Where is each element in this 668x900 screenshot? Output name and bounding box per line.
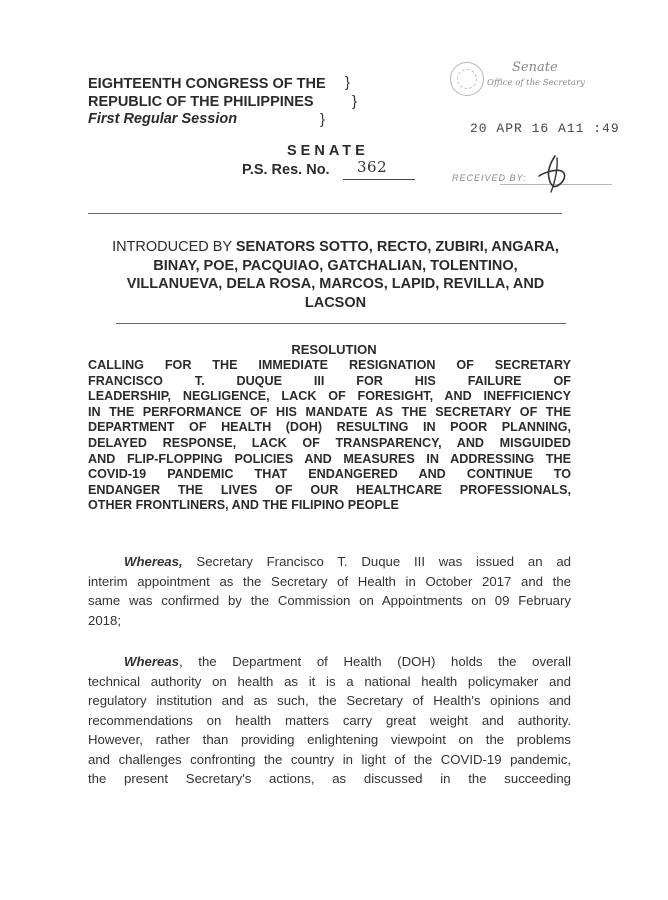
paragraph-line: 2018; (88, 612, 122, 628)
resolution-line: OTHER FRONTLINERS, AND THE FILIPINO PEOPLE (88, 498, 399, 513)
brace-3: } (320, 111, 326, 128)
whereas-paragraph-1 (88, 552, 571, 630)
republic-line: REPUBLIC OF THE PHILIPPINES (88, 94, 314, 110)
paragraph-text: Secretary Francisco T. Duque III was issued an ad (182, 554, 571, 569)
res-no-value: 362 (357, 158, 388, 176)
whereas-paragraph-2 (88, 652, 571, 789)
resolution-line: COVID-19 PANDEMIC THAT ENDANGERED AND CONTINUE TO (88, 467, 571, 482)
senate-title: SENATE (287, 143, 369, 159)
paragraph-line: recommendations on health matters carry great weight and authority. (88, 712, 571, 728)
paragraph-line (88, 552, 571, 572)
resolution-line: FRANCISCO T. DUQUE III FOR HIS FAILURE OF (88, 373, 571, 388)
senate-seal-icon (450, 62, 484, 96)
paragraph-line: However, rather than providing enlightening viewpoint on the problems (88, 732, 571, 747)
paragraph-line: interim appointment as the Secretary of Health in October 2017 and the (88, 573, 571, 589)
paragraph-text: , the Department of Health (DOH) holds the overall (178, 654, 571, 669)
resolution-line: IN THE PERFORMANCE OF HIS MANDATE AS THE SECRETARY OF THE (88, 404, 571, 419)
stamp-date: 20 APR 16 A11 :49 (470, 121, 620, 136)
paragraph-line: regulatory institution and as such, the Secretary of Health's opinions and (88, 693, 571, 708)
resolution-line: DELAYED RESPONSE, LACK OF TRANSPARENCY, AND MISGUIDED (88, 435, 571, 450)
paragraph-line (88, 652, 571, 672)
resolution-heading: RESOLUTION (291, 342, 377, 357)
introduced-prefix: INTRODUCED BY (112, 239, 236, 255)
whereas-lead: Whereas, (124, 554, 183, 569)
brace-1: } (345, 74, 351, 91)
resolution-line: DEPARTMENT OF HEALTH (DOH) RESULTING IN POOR PLANNING, (88, 420, 571, 435)
session-line: First Regular Session (88, 111, 238, 127)
congress-line: EIGHTEENTH CONGRESS OF THE (88, 76, 326, 92)
resolution-title (88, 358, 571, 514)
signature-icon (533, 152, 573, 194)
divider-top (88, 213, 562, 214)
resolution-line: ENDANGER THE LIVES OF OUR HEALTHCARE PROFESSIONALS, (88, 482, 571, 497)
res-no-label: P.S. Res. No. (242, 162, 330, 178)
paragraph-line: the present Secretary's actions, as discussed in the succeeding (88, 771, 571, 786)
resolution-line: LEADERSHIP, NEGLIGENCE, LACK OF FORESIGHT, AND INEFFICIENCY (88, 389, 571, 404)
whereas-lead: Whereas (124, 654, 179, 669)
introduced-senators-2: BINAY, POE, PACQUIAO, GATCHALIAN, TOLENTINO, (153, 257, 518, 274)
divider-middle (116, 323, 566, 324)
introduced-senators-1: SENATORS SOTTO, RECTO, ZUBIRI, ANGARA, (235, 239, 559, 255)
res-no-underline (343, 179, 415, 180)
introduced-by (88, 238, 583, 312)
introduced-senators-3: VILLANUEVA, DELA ROSA, MARCOS, LAPID, REVILLA, AND (126, 276, 545, 292)
brace-2: } (352, 93, 358, 110)
introduced-senators-4: LACSON (304, 294, 367, 311)
stamp-office-subtitle: Office of the Secretary (487, 78, 585, 88)
paragraph-line: technical authority on health as it is a national health policymaker and (88, 673, 571, 689)
resolution-line: CALLING FOR THE IMMEDIATE RESIGNATION OF SECRETARY (88, 358, 571, 372)
resolution-line: AND FLIP-FLOPPING POLICIES AND MEASURES IN ADDRESSING THE (88, 451, 571, 466)
paragraph-line: same was confirmed by the Commission on Appointments on 09 February (88, 593, 571, 608)
stamp-office-title: Senate (512, 60, 558, 75)
paragraph-line: and challenges confronting the country in light of the COVID-19 pandemic, (88, 751, 571, 767)
stamp-received-by: RECEIVED BY: (452, 173, 527, 183)
